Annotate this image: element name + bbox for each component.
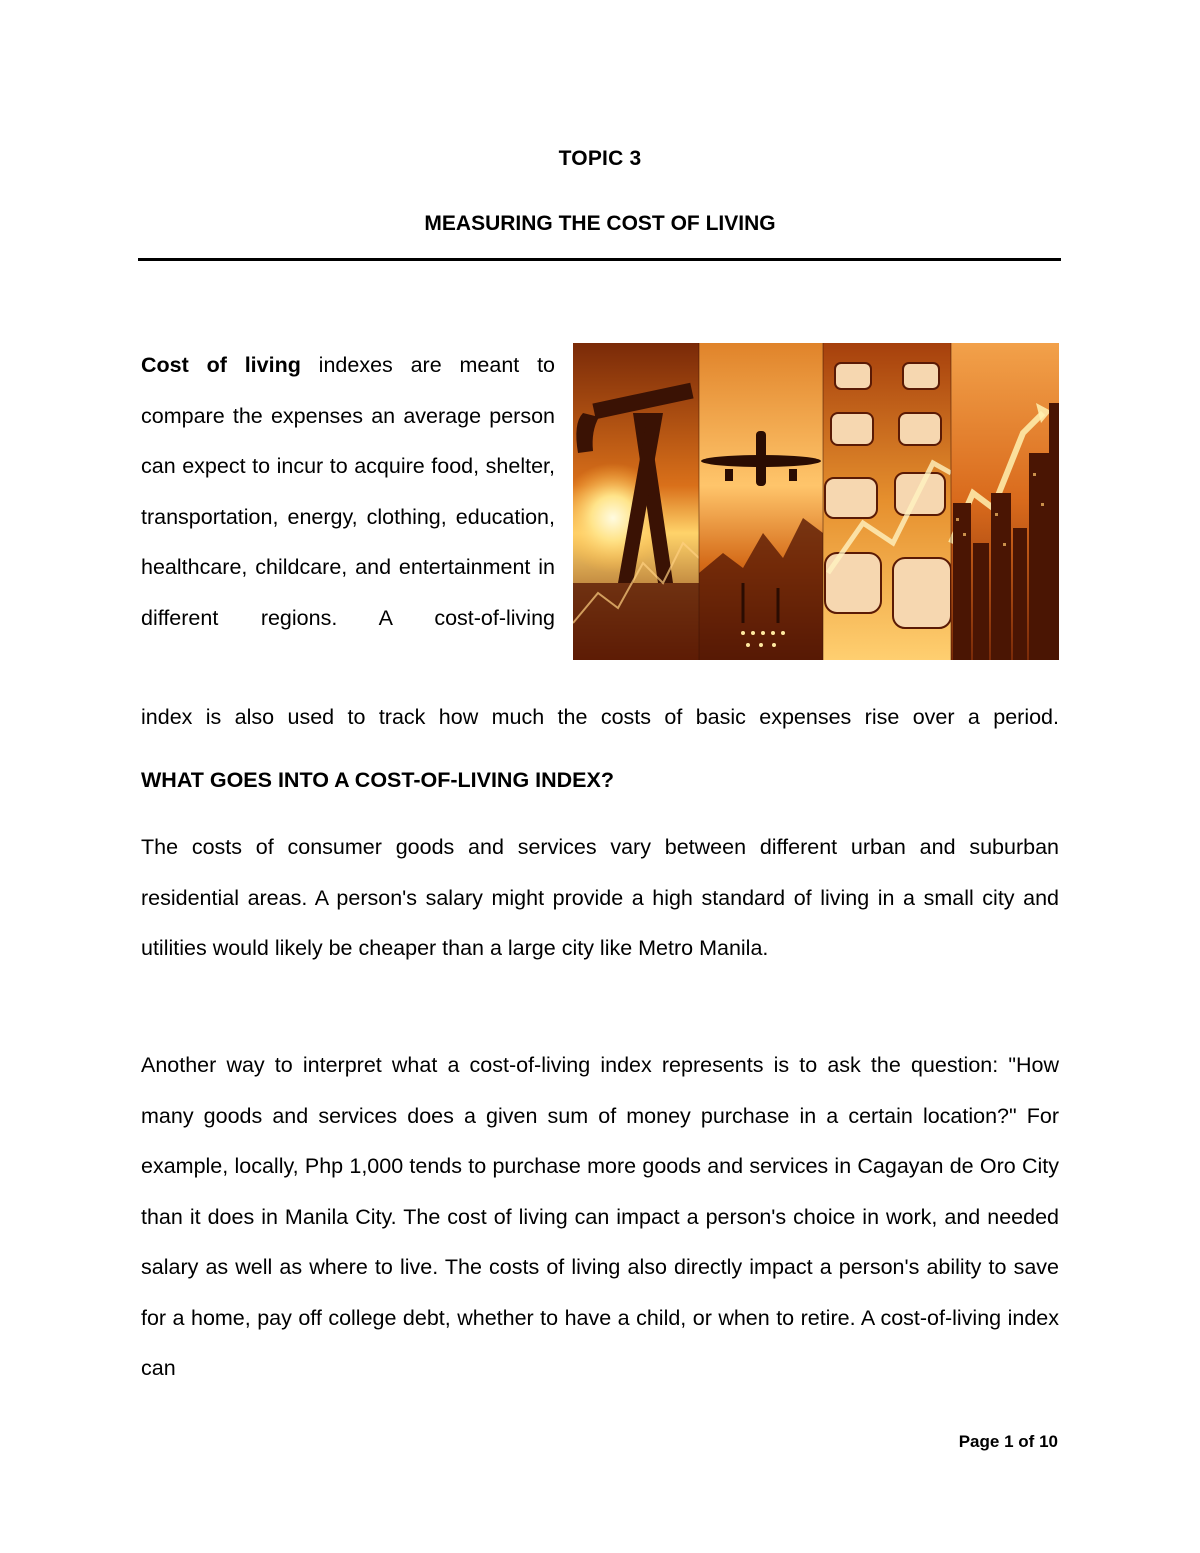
intro-paragraph-continuation: index is also used to track how much the costs of basic expenses rise over a period. [141, 705, 1059, 729]
of-label: of [1018, 1432, 1035, 1451]
cost-of-living-collage-image [573, 343, 1059, 660]
page-number: 1 [1004, 1432, 1014, 1451]
total-pages: 10 [1039, 1432, 1058, 1451]
page-title: MEASURING THE COST OF LIVING [424, 212, 776, 235]
airplane-icon [699, 343, 823, 660]
traffic-cars-icon [823, 343, 951, 660]
section-paragraph-1: The costs of consumer goods and services vary between different urban and suburban residential areas. A person's salary might provide a high standard of living in a small city and utilities would likely be cheaper than a large city like Metro Manila. [141, 835, 1059, 960]
title-divider [138, 258, 1061, 261]
section-paragraph-2 [141, 1040, 1059, 1394]
page-label: Page [958, 1432, 1000, 1451]
oil-pump-icon [573, 343, 699, 660]
page-footer [959, 1432, 1058, 1452]
intro-text: indexes are meant to compare the expenses an average person can expect to incur to acquire food, shelter, transportation, energy, clothing, education, healthcare, childcare, and entertainment in different regions. A cost-of-living [141, 353, 555, 630]
intro-paragraph [141, 340, 555, 643]
intro-term: Cost of living [141, 353, 301, 377]
section-paragraph-2-text: Another way to interpret what a cost-of-living index represents is to ask the question: "How many goods and services does a given sum of money purchase in a certain location?" For example, locally, Php 1,000 tends to purchase more goods and services in Cagayan de Oro City than it does in Manila City. The cost of living can impact a person's choice in work, and needed salary as well as where to live. The costs of living also directly impact a person's ability to save for a home, pay off college debt, whether to have a child, or when to retire. A cost-of-living index can [141, 1053, 1059, 1380]
topic-number: TOPIC 3 [558, 147, 642, 170]
section-heading: WHAT GOES INTO A COST-OF-LIVING INDEX? [141, 768, 614, 792]
city-skyline-icon [951, 343, 1059, 660]
